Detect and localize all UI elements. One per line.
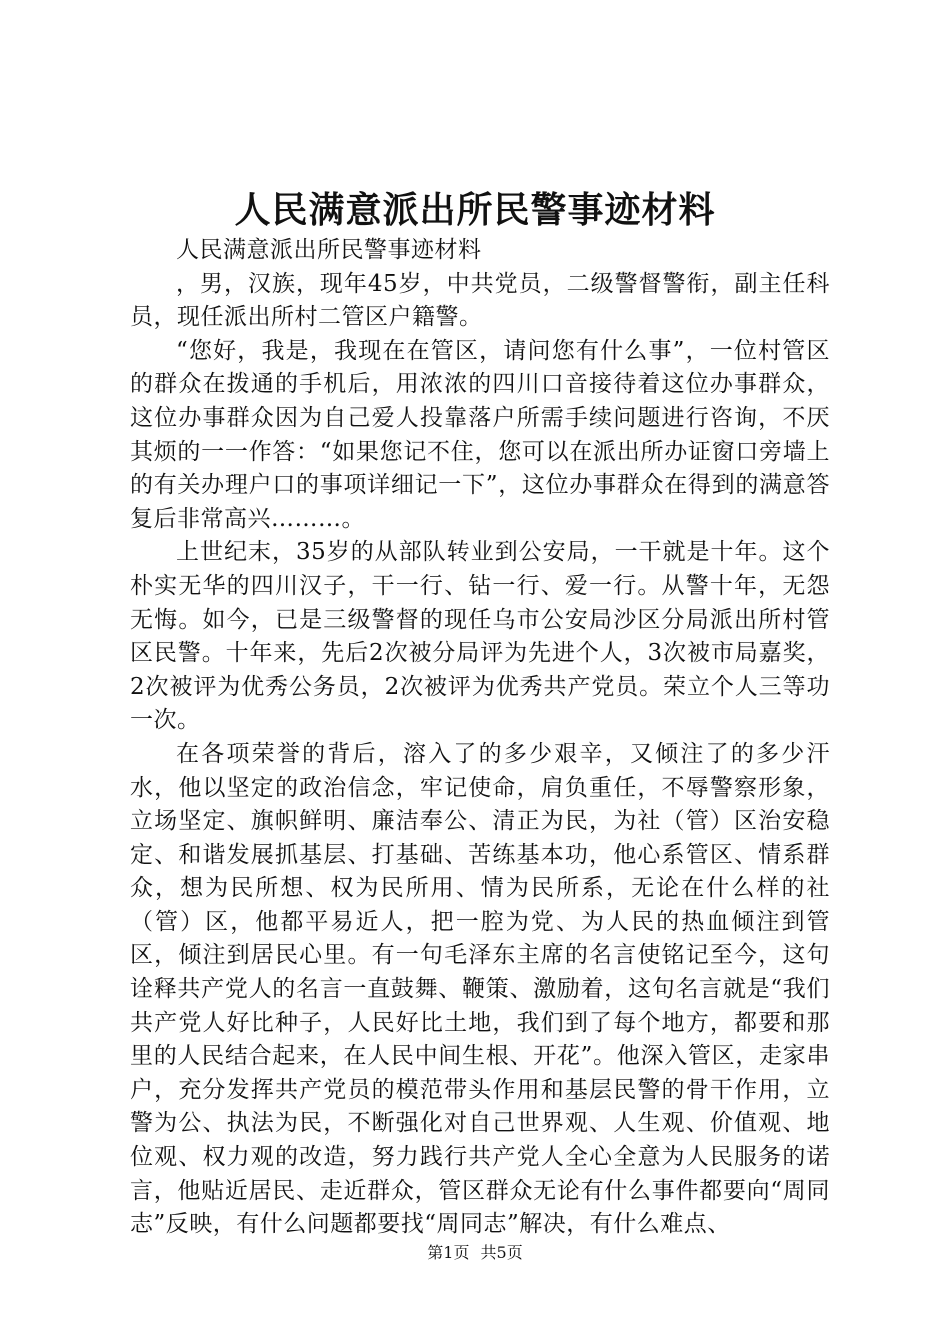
document-title: 人民满意派出所民警事迹材料 (234, 189, 716, 231)
paragraph-subtitle: 人民满意派出所民警事迹材料 (176, 237, 482, 263)
document-body (130, 234, 830, 1242)
page-footer (0, 1243, 950, 1263)
paragraph-profile: ，男，汉族，现年45岁，中共党员，二级警督警衔，副主任科员，现任派出所村二管区户籍警。 (130, 270, 830, 331)
paragraph-career: 上世纪末，35岁的从部队转业到公安局，一干就是十年。这个朴实无华的四川汉子，干一行、钻一行、爱一行。从警十年，无怨无悔。如今，已是三级警督的现任乌市公安局沙区分局派出所村管区民警。十年来，先后2次被分局评为先进个人，3次被市局嘉奖，2次被评为优秀公务员，2次被评为优秀共产党员。荣立个人三等功一次。 (130, 539, 830, 734)
paragraph-honors: 在各项荣誉的背后，溶入了的多少艰辛，又倾注了的多少汗水，他以坚定的政治信念，牢记使命，肩负重任，不辱警察形象，立场坚定、旗帜鲜明、廉洁奉公、清正为民，为社（管）区治安稳定、和谐发展抓基层、打基础、苦练基本功，他心系管区、情系群众，想为民所想、权为民所用、情为民所系，无论在什么样的社（管）区，他都平易近人，把一腔为党、为人民的热血倾注到管区，倾注到居民心里。有一句毛泽东主席的名言使铭记至今，这句诠释共产党人的名言一直鼓舞、鞭策、激励着，这句名言就是“我们共产党人好比种子，人民好比土地，我们到了每个地方，都要和那里的人民结合起来，在人民中间生根、开花”。他深入管区，走家串户，充分发挥共产党员的模范带头作用和基层民警的骨干作用，立警为公、执法为民，不断强化对自己世界观、人生观、价值观、地位观、权力观的改造，努力践行共产党人全心全意为人民服务的诺言，他贴近居民、走近群众，管区群众无论有什么事件都要向“周同志”反映，有什么问题都要找“周同志”解决，有什么难点、 (130, 740, 830, 1238)
page-number: 第1页 (427, 1243, 470, 1262)
page-total: 共5页 (480, 1243, 523, 1262)
paragraph-phone-call: “您好，我是，我现在在管区，请问您有什么事”，一位村管区的群众在拨通的手机后，用浓浓的四川口音接待着这位办事群众，这位办事群众因为自己爱人投靠落户所需手续问题进行咨询，不厌其烦的一一作答：“如果您记不住，您可以在派出所办证窗口旁墙上的有关办理户口的事项详细记一下”，这位办事群众在得到的满意答复后非常高兴………。 (130, 337, 830, 532)
